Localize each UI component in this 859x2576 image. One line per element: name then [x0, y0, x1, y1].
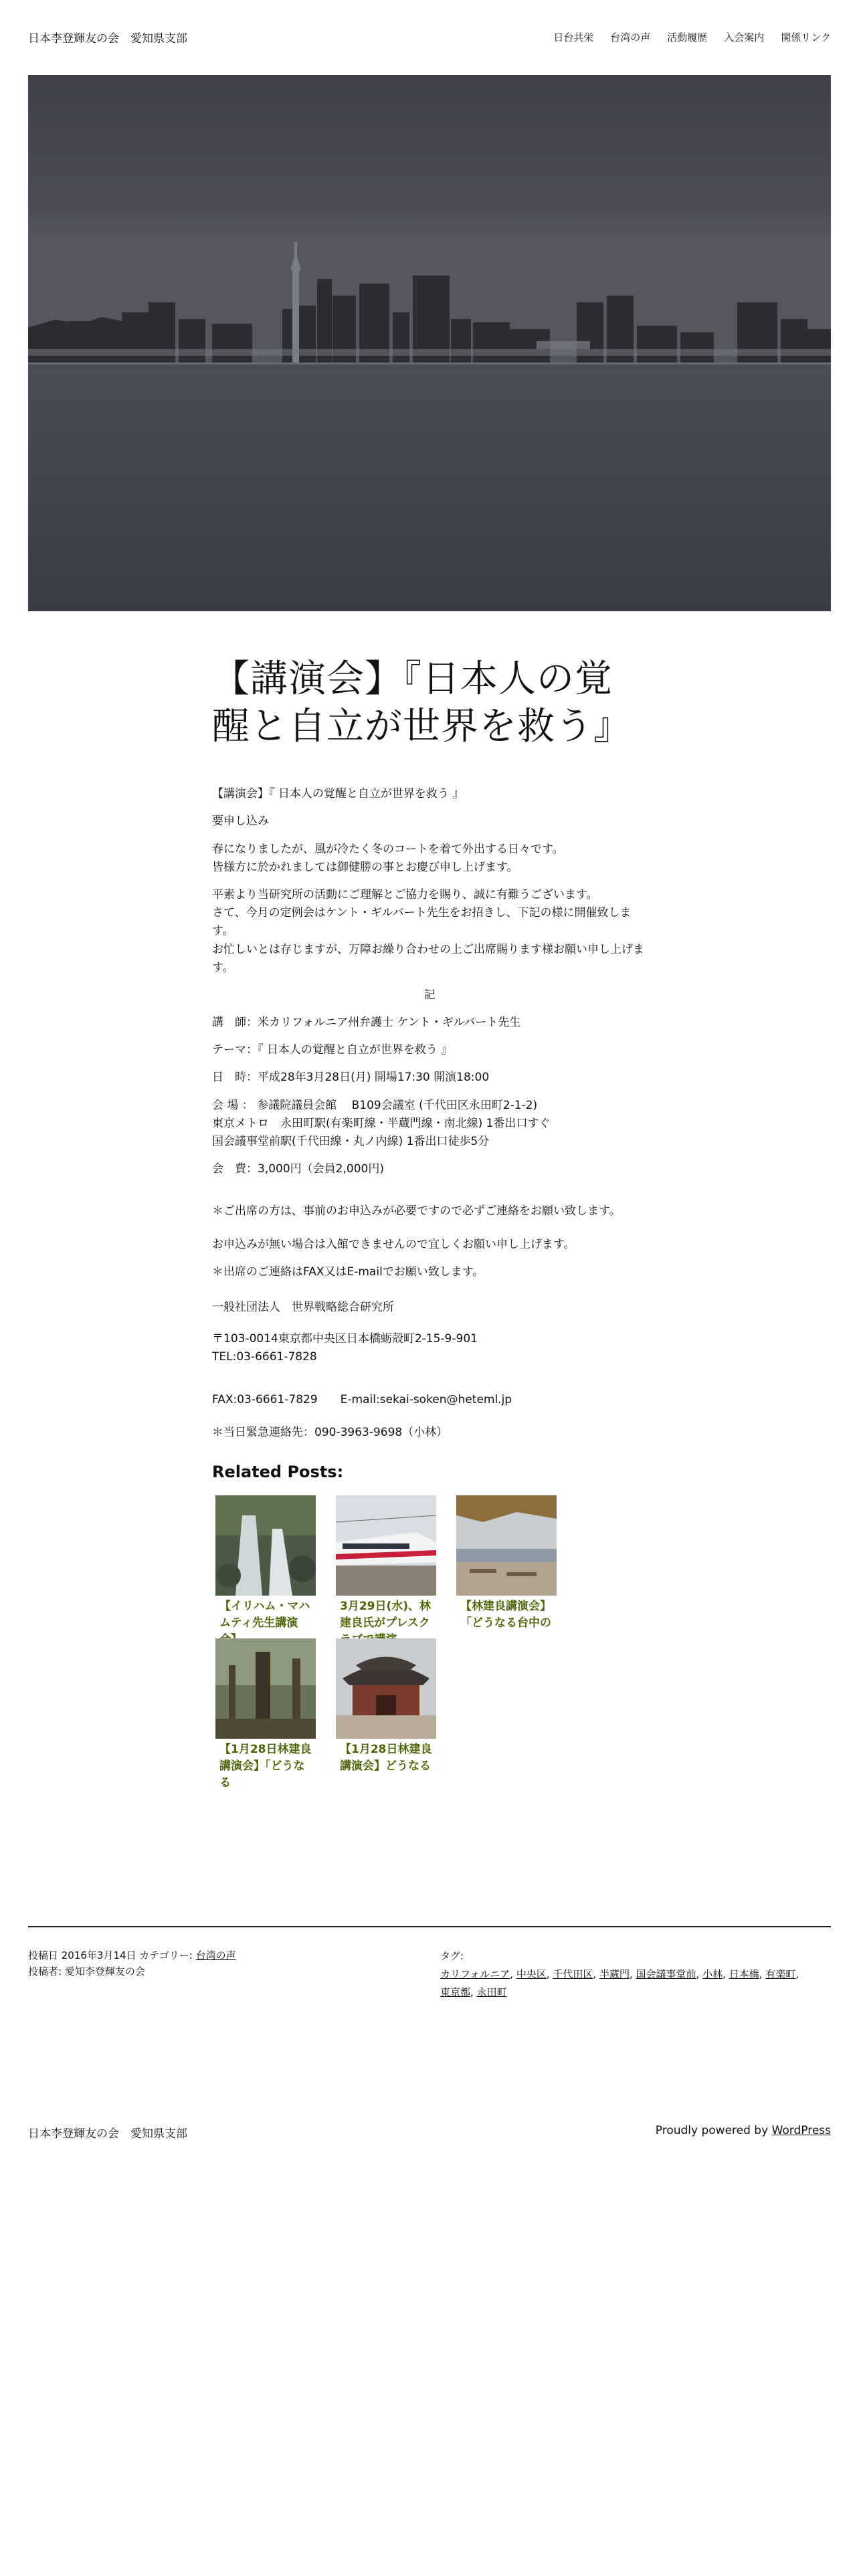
entry-footer-divider [28, 1926, 831, 1927]
forest-thumbnail[interactable] [215, 1638, 316, 1739]
author-line: 投稿者: 愛知李登輝友の会 [28, 1965, 145, 1977]
tag-link[interactable]: 国会議事堂前 [636, 1968, 696, 1980]
tag-link[interactable]: 永田町 [476, 1986, 507, 1998]
paragraph-registration: 要申し込み [212, 815, 269, 829]
invitation-line-3: お忙しいとは存じますが、万障お繰り合わせの上ご出席賜ります様お願い申し上げます。 [212, 942, 644, 974]
category-link[interactable]: 台湾の声 [195, 1949, 236, 1961]
tag-link[interactable]: 有楽町 [765, 1968, 796, 1980]
train-thumbnail[interactable] [336, 1495, 436, 1596]
primary-nav [553, 30, 831, 44]
invitation-line-2: さて、今月の定例会はケント・ギルバート先生をお招きし、下記の様に開催致します。 [212, 906, 632, 938]
tag-link[interactable]: カリフォルニア [440, 1968, 510, 1980]
tag-link[interactable]: 東京都 [440, 1986, 471, 1998]
nav-item-taiwan-voice[interactable]: 台湾の声 [610, 31, 651, 43]
note-required: ＊ご出席の方は、事前のお申込みが必要ですので必ずご連絡をお願い致します。 [212, 1204, 621, 1218]
venue-line-3: 国会議事堂前駅(千代田線・丸ノ内線) 1番出口徒歩5分 [212, 1135, 490, 1149]
nav-item-links[interactable]: 関係リンク [781, 31, 831, 43]
city-skyline-image [28, 75, 831, 611]
related-post[interactable] [215, 1495, 316, 1632]
post-tags [440, 1947, 835, 2002]
ki-heading: 記 [423, 988, 436, 1002]
fee-line: 会 費：3,000円（会員2,000円) [212, 1162, 384, 1176]
waterfall-thumbnail[interactable] [215, 1495, 316, 1596]
nav-item-activity[interactable]: 活動履歴 [667, 31, 708, 43]
tag-link[interactable]: 半蔵門 [599, 1968, 630, 1980]
tag-link[interactable]: 日本橋 [729, 1968, 759, 1980]
related-post[interactable] [456, 1495, 557, 1632]
note-no-entry: お申込みが無い場合は入館できませんので宜しくお願い申し上げます。 [212, 1237, 575, 1251]
venue-block [212, 1097, 647, 1152]
date-line: 日 時：平成28年3月28日(月) 開場17:30 開演18:00 [212, 1071, 490, 1085]
fax-email-line: FAX:03-6661-7829 E-mail:sekai-soken@heteml.jp [212, 1392, 512, 1406]
article [212, 655, 647, 1790]
note-contact: ＊出席のご連絡はFAX又はE-mailでお願い致します。 [212, 1265, 484, 1279]
powered-by [656, 2124, 831, 2141]
site-footer [28, 2124, 831, 2141]
tags-list: カリフォルニア, 中央区, 千代田区, 半蔵門, 国会議事堂前, 小林, 日本橋, 有楽町, 東京都, 永田町 [440, 1968, 799, 1998]
theme-line: テーマ：『 日本人の覚醒と自立が世界を救う 』 [212, 1043, 453, 1057]
tag-link[interactable]: 小林 [702, 1968, 723, 1980]
powered-by-text: Proudly powered by [655, 2124, 772, 2137]
posted-date: 投稿日 2016年3月14日 カテゴリー: [28, 1949, 196, 1961]
paragraph-greeting [212, 841, 647, 877]
post-meta [28, 1947, 403, 1979]
related-post-caption[interactable]: 3月29日(水)、林建良氏がプレスク [340, 1600, 432, 1630]
article-title: 【講演会】『日本人の覚醒と自立が世界を救う』 [212, 657, 632, 749]
site-header [28, 27, 831, 47]
hero-image [28, 75, 831, 611]
greeting-line-2: 皆様方に於かれましては御健勝の事とお慶び申し上げます。 [212, 860, 518, 874]
posted-date-category [28, 1947, 403, 1963]
tags-label: タグ: [440, 1950, 464, 1962]
related-post[interactable] [336, 1495, 436, 1632]
related-posts-title: Related Posts: [212, 1462, 344, 1481]
nav-item-nichitai[interactable]: 日台共栄 [553, 31, 594, 43]
organization: 一般社団法人 世界戦略総合研究所 [212, 1300, 394, 1314]
tag-link[interactable]: 千代田区 [553, 1968, 593, 1980]
paragraph-intro: 【講演会】『 日本人の覚醒と自立が世界を救う 』 [212, 787, 464, 801]
greeting-line-1: 春になりましたが、風が冷たく冬のコートを着て外出する日々です。 [212, 842, 564, 856]
related-post-caption[interactable]: 【イリハム・マハムティ先生講演 [219, 1600, 310, 1630]
site-title[interactable]: 日本李登輝友の会 愛知県支部 [28, 31, 187, 45]
emergency-contact: ＊当日緊急連絡先：090-3963-9698（小林） [212, 1425, 448, 1439]
venue-line-1: 会 場 ： 参議院議員会館 B109会議室 (千代田区永田町2-1-2) [212, 1098, 538, 1112]
related-post-caption[interactable]: 【1月28日林建良講演会】どうなる [340, 1743, 432, 1773]
wordpress-link[interactable]: WordPress [771, 2124, 831, 2137]
address-block [212, 1330, 647, 1366]
related-post[interactable] [215, 1638, 316, 1790]
venue-line-2: 東京メトロ 永田町駅(有楽町線・半蔵門線・南北線) 1番出口すぐ [212, 1116, 551, 1130]
related-post-caption[interactable]: 【林建良講演会】「どうなる台中の [460, 1600, 551, 1630]
tel-line: TEL:03-6661-7828 [212, 1350, 317, 1364]
related-posts-grid [212, 1495, 587, 1790]
speaker-line: 講 師：米カリフォルニア州弁護士 ケント・ギルバート先生 [212, 1016, 521, 1030]
temple-thumbnail[interactable] [336, 1638, 436, 1739]
invitation-line-1: 平素より当研究所の活動にご理解とご協力を賜り、誠に有難うございます。 [212, 887, 598, 901]
related-post[interactable] [336, 1638, 436, 1775]
tag-link[interactable]: 中央区 [516, 1968, 547, 1980]
nav-item-join[interactable]: 入会案内 [724, 31, 765, 43]
paragraph-invitation [212, 886, 647, 977]
beach-thumbnail[interactable] [456, 1495, 557, 1596]
related-post-caption[interactable]: 【1月28日林建良講演会】「どうなる [219, 1743, 312, 1790]
footer-site-title[interactable]: 日本李登輝友の会 愛知県支部 [28, 2127, 187, 2141]
address-line: 〒103-0014東京都中央区日本橋蛎殻町2-15-9-901 [212, 1332, 478, 1346]
